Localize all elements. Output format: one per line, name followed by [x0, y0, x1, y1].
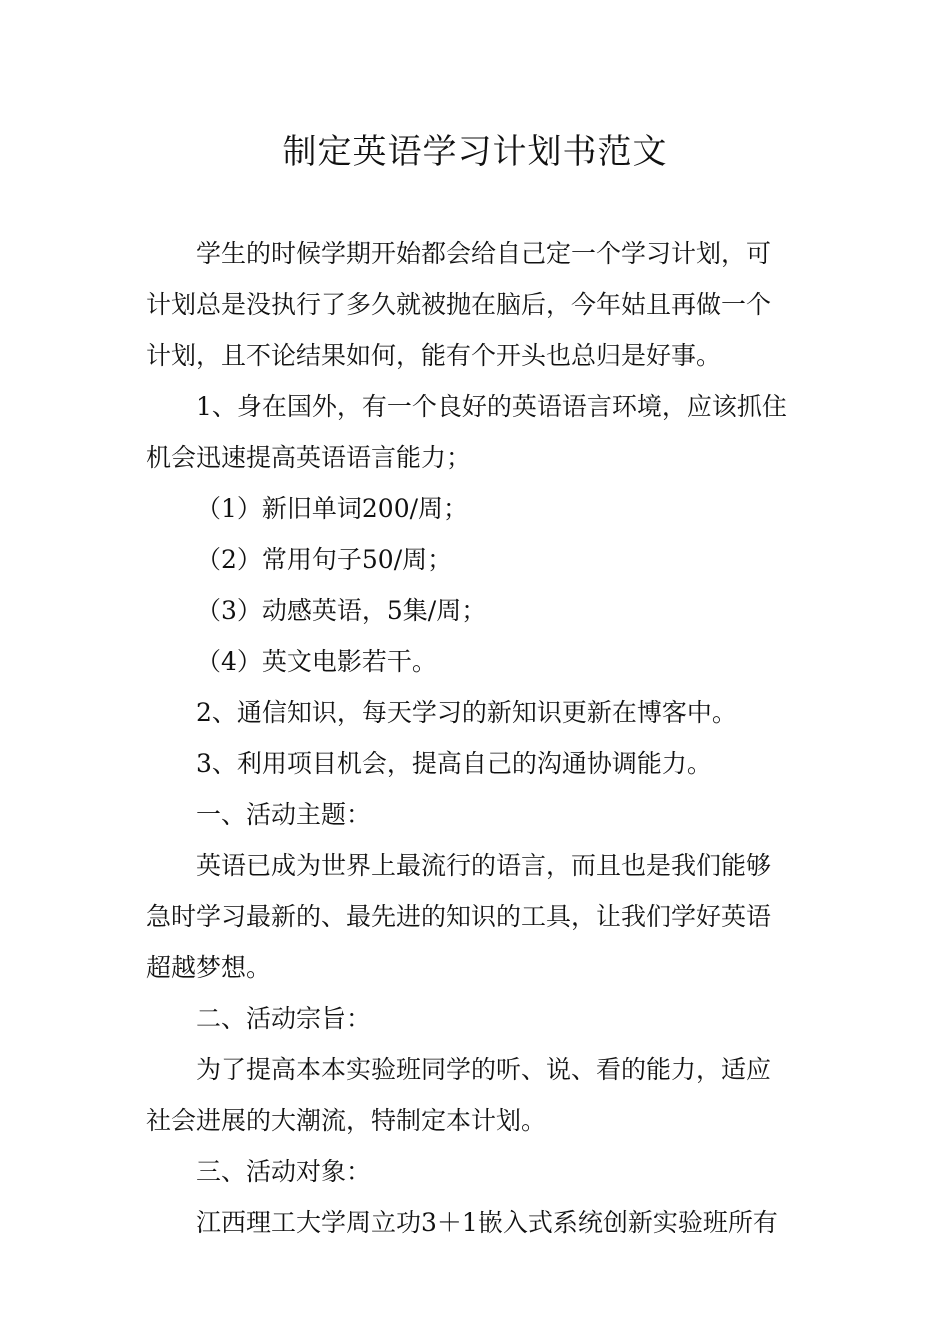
document-body [146, 228, 808, 1248]
list-item: （1）新旧单词200/周； [196, 494, 469, 523]
section-heading: 二、活动宗旨： [196, 1004, 372, 1033]
section-heading: 一、活动主题： [196, 800, 372, 829]
paragraph-line: 计划，且不论结果如何，能有个开头也总归是好事。 [146, 341, 722, 370]
paragraph-line: 为了提高本本实验班同学的听、说、看的能力，适应 [196, 1055, 772, 1084]
paragraph-line: 超越梦想。 [146, 953, 272, 982]
paragraph-line: 2、通信知识，每天学习的新知识更新在博客中。 [196, 698, 737, 727]
paragraph-line: 社会进展的大潮流，特制定本计划。 [146, 1106, 547, 1135]
document-title: 制定英语学习计划书范文 [282, 132, 668, 172]
paragraph-line: 英语已成为世界上最流行的语言，而且也是我们能够 [196, 851, 772, 880]
paragraph-line: 3、利用项目机会，提高自己的沟通协调能力。 [196, 749, 712, 778]
paragraph-line: 机会迅速提高英语语言能力； [146, 443, 472, 472]
list-item: （3）动感英语，5集/周； [196, 596, 487, 625]
section-heading: 三、活动对象： [196, 1157, 372, 1186]
list-item: （4）英文电影若干。 [196, 647, 437, 676]
paragraph-line: 江西理工大学周立功3＋1嵌入式系统创新实验班所有 [196, 1208, 778, 1237]
paragraph-line: 1、身在国外，有一个良好的英语语言环境，应该抓住 [196, 392, 787, 421]
list-item: （2）常用句子50/周； [196, 545, 453, 574]
paragraph-line: 学生的时候学期开始都会给自己定一个学习计划，可 [196, 239, 772, 268]
paragraph-line: 计划总是没执行了多久就被抛在脑后，今年姑且再做一个 [146, 290, 772, 319]
paragraph-line: 急时学习最新的、最先进的知识的工具，让我们学好英语 [146, 902, 772, 931]
